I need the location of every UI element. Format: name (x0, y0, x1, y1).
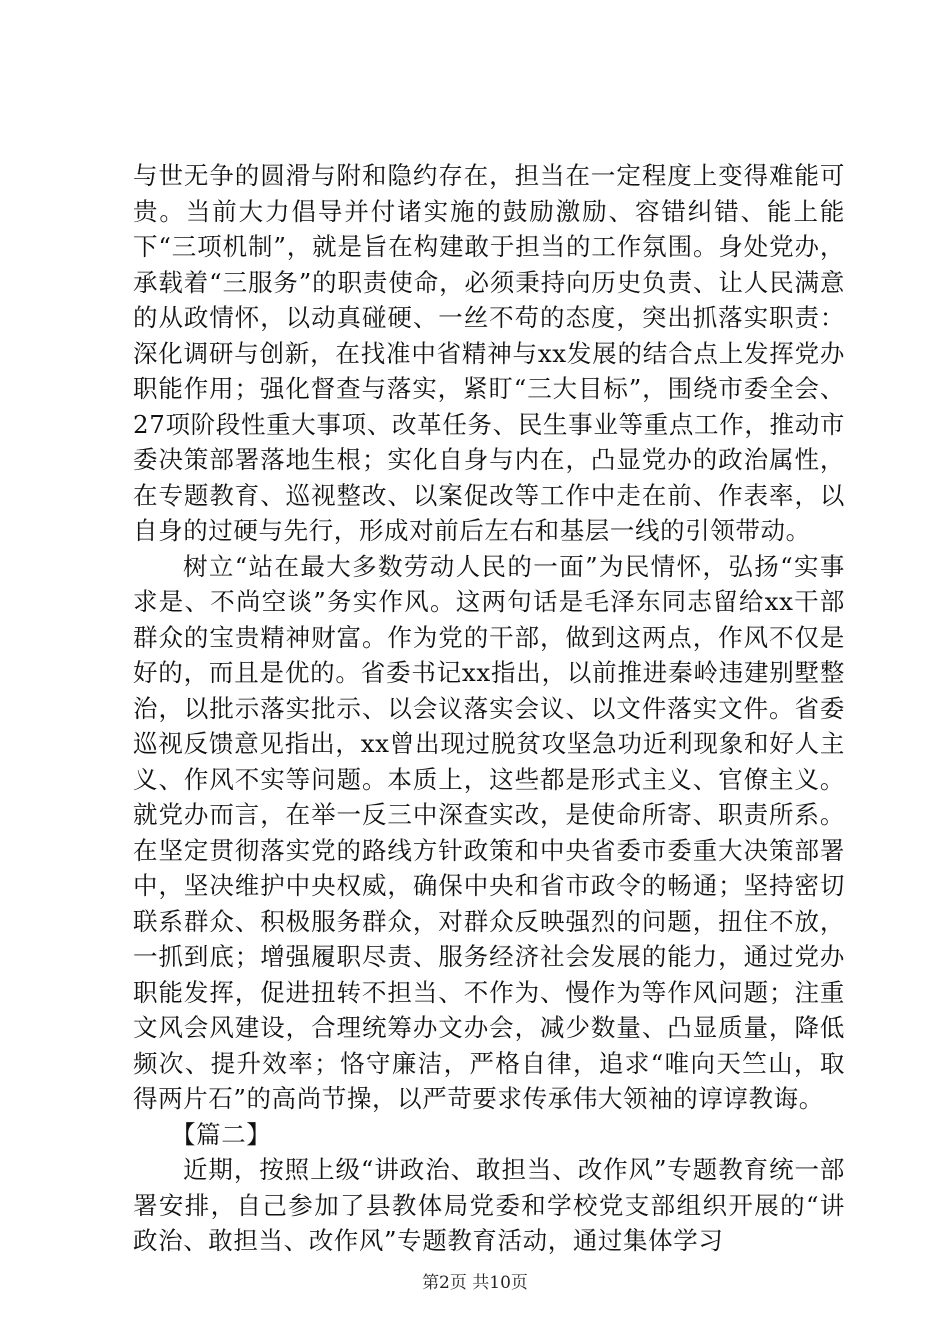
paragraph-1: 与世无争的圆滑与附和隐约存在，担当在一定程度上变得难能可贵。当前大力倡导并付诸实施的鼓励激励、容错纠错、能上能下“三项机制”，就是旨在构建敢于担当的工作氛围。身处党办，承载着“三服务”的职责使命，必须秉持向历史负责、让人民满意的从政情怀，以动真碰硬、一丝不苟的态度，突出抓落实职责：深化调研与创新，在找准中省精神与xx发展的结合点上发挥党办职能作用；强化督查与落实，紧盯“三大目标”，围绕市委全会、27项阶段性重大事项、改革任务、民生事业等重点工作，推动市委决策部署落地生根；实化自身与内在，凸显党办的政治属性，在专题教育、巡视整改、以案促改等工作中走在前、作表率，以自身的过硬与先行，形成对前后左右和基层一线的引领带动。 (133, 161, 845, 545)
paragraph-3: 近期，按照上级“讲政治、敢担当、改作风”专题教育统一部署安排，自己参加了县教体局党委和学校党支部组织开展的“讲政治、敢担当、改作风”专题教育活动，通过集体学习 (133, 1155, 845, 1255)
paragraph-2: 树立“站在最大多数劳动人民的一面”为民情怀，弘扬“实事求是、不尚空谈”务实作风。这两句话是毛泽东同志留给xx干部群众的宝贵精神财富。作为党的干部，做到这两点，作风不仅是好的，而且是优的。省委书记xx指出，以前推进秦岭违建别墅整治，以批示落实批示、以会议落实会议、以文件落实文件。省委巡视反馈意见指出，xx曾出现过脱贫攻坚急功近利现象和好人主义、作风不实等问题。本质上，这些都是形式主义、官僚主义。就党办而言，在举一反三中深查实改，是使命所寄、职责所系。在坚定贯彻落实党的路线方针政策和中央省委市委重大决策部署中，坚决维护中央权威，确保中央和省市政令的畅通；坚持密切联系群众、积极服务群众，对群众反映强烈的问题，扭住不放，一抓到底；增强履职尽责、服务经济社会发展的能力，通过党办职能发挥，促进扭转不担当、不作为、慢作为等作风问题；注重文风会风建设，合理统筹办文办会，减少数量、凸显质量，降低频次、提升效率；恪守廉洁，严格自律，追求“唯向天竺山，取得两片石”的高尚节操，以严苛要求传承伟大领袖的谆谆教诲。 (133, 551, 845, 1113)
page-number-footer: 第2页 共10页 (422, 1273, 528, 1293)
document-body (133, 158, 845, 1259)
section-heading: 【篇二】 (171, 1119, 272, 1149)
